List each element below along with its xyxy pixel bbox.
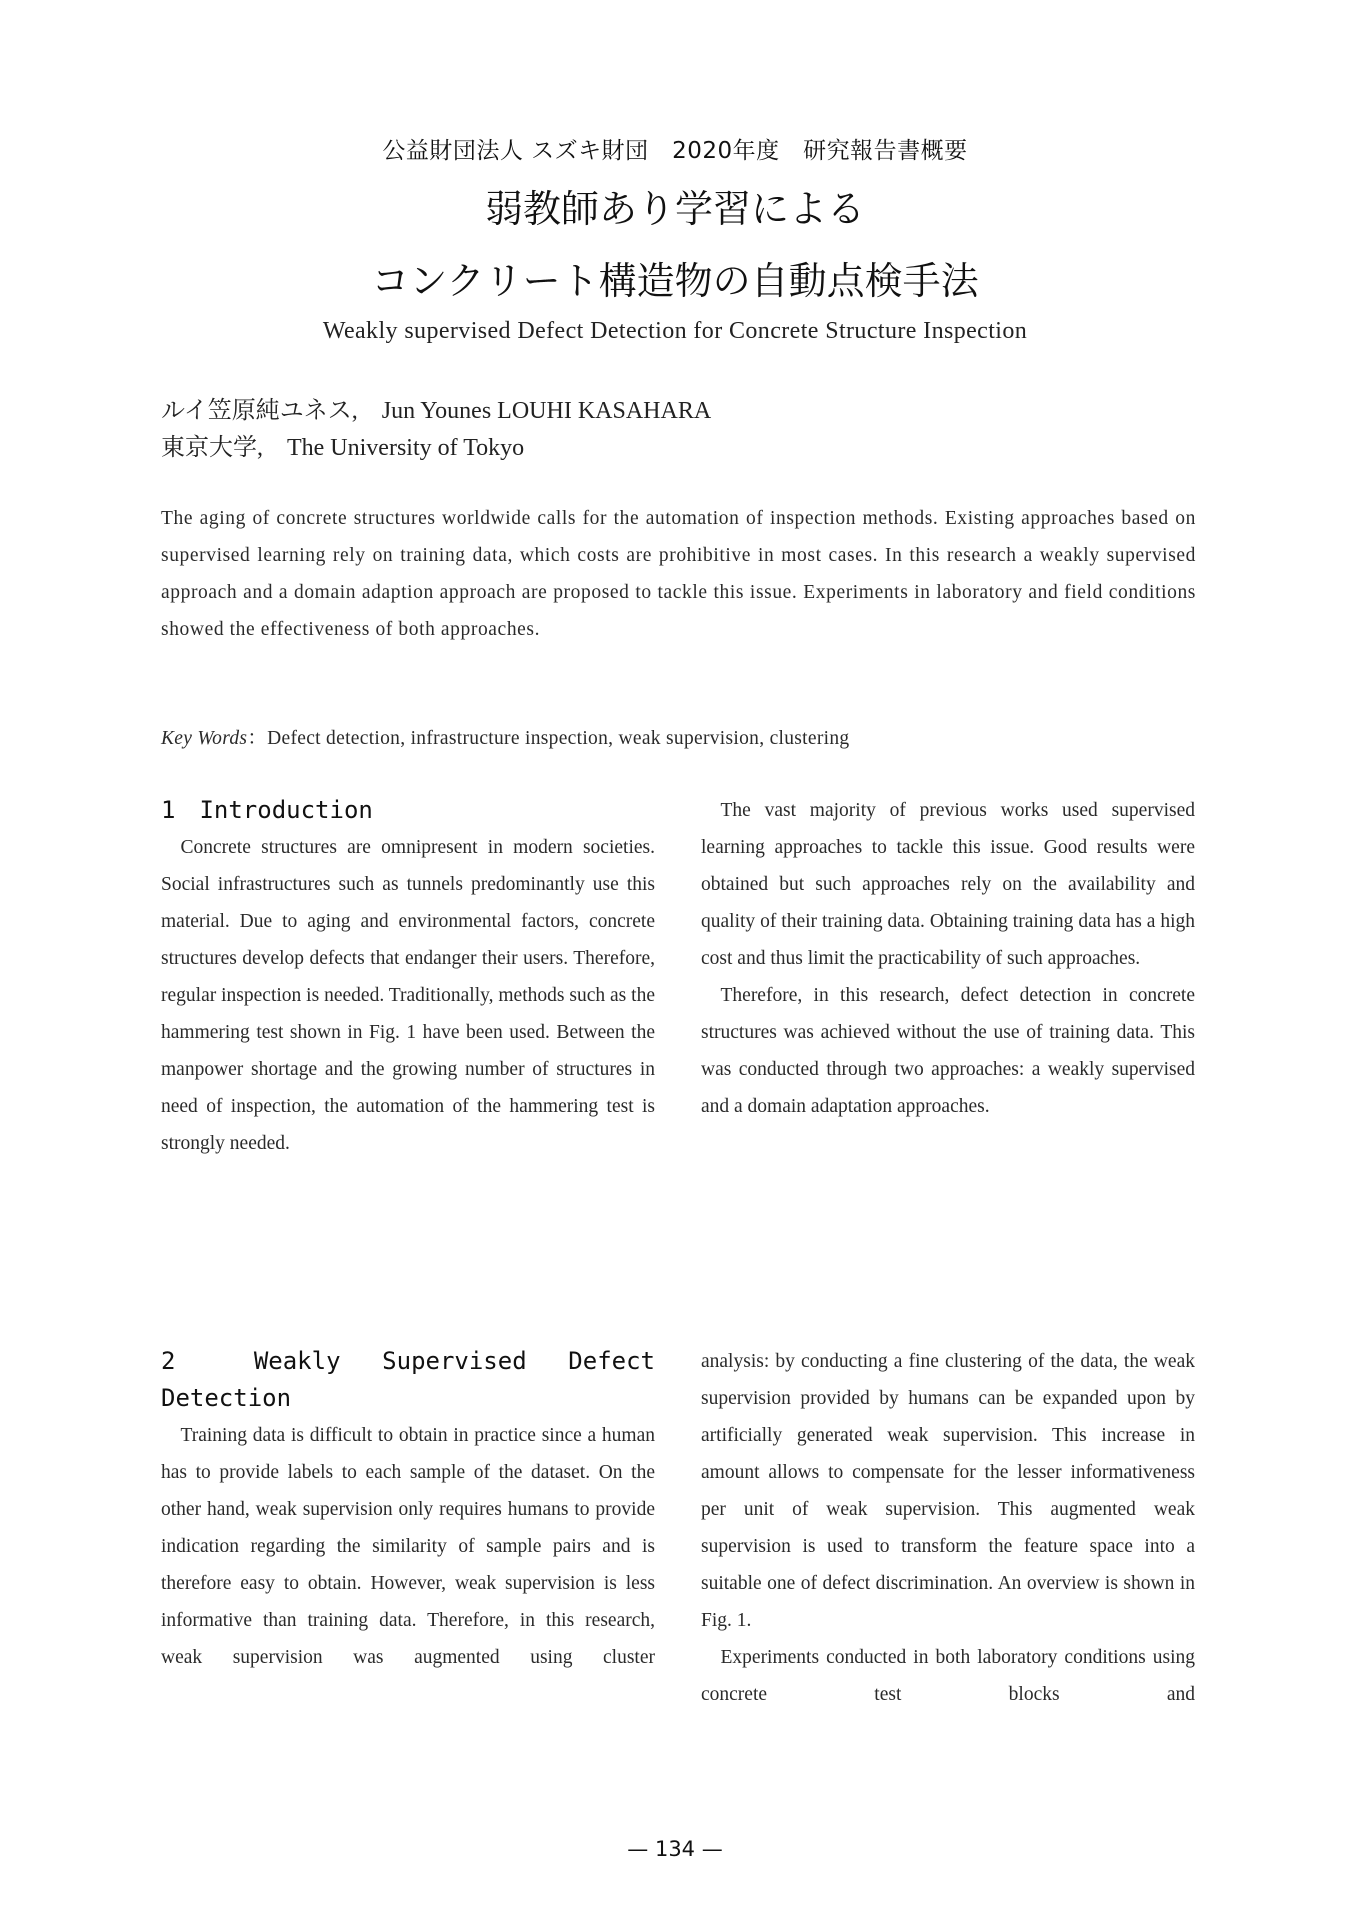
paragraph: The vast majority of previous works used supervised learning approaches to tackle this issue. Good results were obtained but such approaches rely on the availability and quality of their training data. Obtaining training data has a high cost and thus limit the practicability of such approaches. [701, 800, 1195, 969]
title-ja-line2: コンクリート構造物の自動点検手法 [371, 259, 979, 303]
paragraph: analysis: by conducting a fine clustering of the data, the weak supervision provided by humans can be expanded upon by artificially generated weak supervision. This increase in amount allows to compensate for the lesser informativeness per unit of weak supervision. This augmented weak supervision is used to transform the feature space into a suitable one of defect discrimination. An overview is shown in Fig. 1. [701, 1351, 1195, 1631]
title-en: Weakly supervised Defect Detection for Concrete Structure Inspection [322, 318, 1028, 344]
report-header: 公益財団法人 スズキ財団 2020年度 研究報告書概要 [382, 138, 968, 164]
author-line: ルイ笠原純ユネス, Jun Younes LOUHI KASAHARA [161, 398, 712, 424]
keywords-label: Key Words [161, 728, 248, 749]
section-2-left-column [161, 1343, 655, 1676]
section-heading-weakly-supervised-line2: Detection [161, 1384, 292, 1412]
paragraph: Experiments conducted in both laboratory conditions using concrete test blocks and [701, 1647, 1195, 1705]
section-heading-introduction: 1 Introduction [161, 796, 373, 824]
abstract: The aging of concrete structures worldwide calls for the automation of inspection methods. Existing approaches based on supervised learning rely on training data, which costs are prohibitive in most cases. In this research a weakly supervised approach and a domain adaption approach are proposed to tackle this issue. Experiments in laboratory and field conditions showed the effectiveness of both approaches. [161, 508, 1196, 640]
section-heading-weakly-supervised-line1: 2 Weakly Supervised Defect [161, 1347, 655, 1375]
section-2-right-column [701, 1343, 1195, 1713]
keywords-text: Defect detection, infrastructure inspection, weak supervision, clustering [267, 728, 850, 749]
section-1-right-column [701, 792, 1195, 1125]
keywords [161, 720, 1196, 757]
paragraph: Training data is difficult to obtain in practice since a human has to provide labels to each sample of the dataset. On the other hand, weak supervision only requires humans to provide indication regarding the similarity of sample pairs and is therefore easy to obtain. However, weak supervision is less informative than training data. Therefore, in this research, weak supervision was augmented using cluster [161, 1425, 655, 1668]
paragraph: Concrete structures are omnipresent in modern societies. Social infrastructures such as tunnels predominantly use this material. Due to aging and environmental factors, concrete structures develop defects that endanger their users. Therefore, regular inspection is needed. Traditionally, methods such as the hammering test shown in Fig. 1 have been used. Between the manpower shortage and the growing number of structures in need of inspection, the automation of the hammering test is strongly needed. [161, 837, 655, 1154]
affiliation-line: 東京大学, The University of Tokyo [161, 435, 525, 461]
page-number: — 134 — [627, 1837, 723, 1861]
keywords-separator: ： [247, 728, 268, 749]
section-1-left-column [161, 792, 655, 1162]
title-ja-line1: 弱教師あり学習による [484, 187, 865, 231]
paragraph: Therefore, in this research, defect detection in concrete structures was achieved without the use of training data. This was conducted through two approaches: a weakly supervised and a domain adaptation approaches. [701, 985, 1195, 1117]
